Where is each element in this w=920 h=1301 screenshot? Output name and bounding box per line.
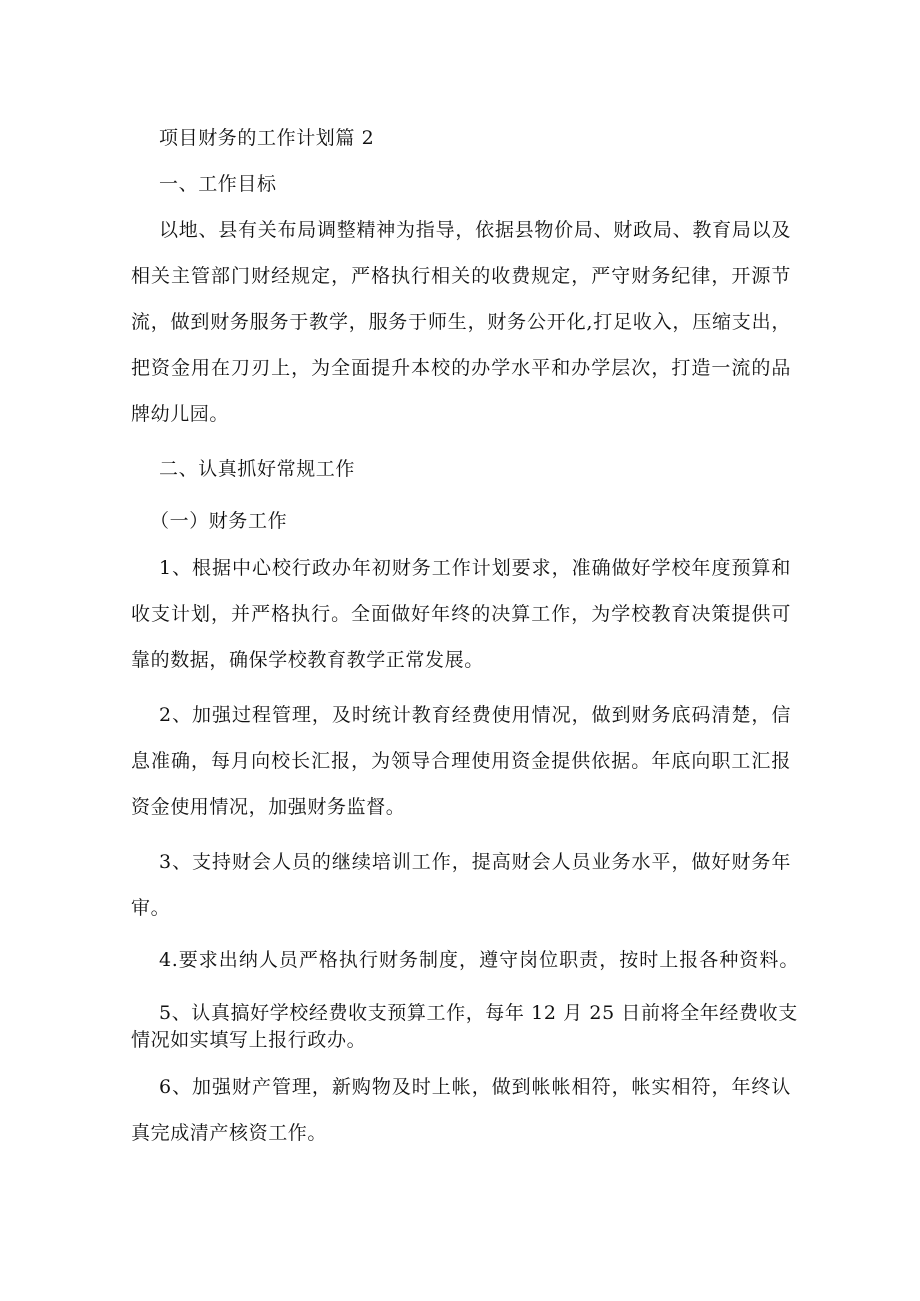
paragraph-line: 以地、县有关布局调整精神为指导，依据县物价局、财政局、教育局以及 bbox=[159, 219, 791, 241]
subsection-heading-finance: （一）财务工作 bbox=[150, 510, 288, 532]
document-title: 项目财务的工作计划篇 2 bbox=[159, 127, 375, 149]
item-5-line: 5、认真搞好学校经费收支预算工作，每年 12 月 25 日前将全年经费收支 bbox=[159, 1002, 798, 1024]
section-heading-routine: 二、认真抓好常规工作 bbox=[159, 458, 356, 480]
item-1-line: 1、根据中心校行政办年初财务工作计划要求，准确做好学校年度预算和 bbox=[159, 557, 791, 579]
paragraph-line: 相关主管部门财经规定，严格执行相关的收费规定，严守财务纪律，开源节 bbox=[131, 265, 791, 287]
item-4-line: 4.要求出纳人员严格执行财务制度，遵守岗位职责，按时上报各种资料。 bbox=[159, 949, 799, 971]
section-heading-goals: 一、工作目标 bbox=[159, 173, 277, 195]
item-2-line: 息准确，每月向校长汇报，为领导合理使用资金提供依据。年底向职工汇报 bbox=[131, 750, 791, 772]
item-6-line: 真完成清产核资工作。 bbox=[131, 1122, 328, 1144]
item-1-line: 收支计划，并严格执行。全面做好年终的决算工作，为学校教育决策提供可 bbox=[131, 603, 791, 625]
item-3-line: 审。 bbox=[131, 897, 171, 919]
paragraph-line: 把资金用在刀刃上，为全面提升本校的办学水平和办学层次，打造一流的品 bbox=[131, 357, 791, 379]
item-1-line: 靠的数据，确保学校教育教学正常发展。 bbox=[131, 649, 484, 671]
item-3-line: 3、支持财会人员的继续培训工作，提高财会人员业务水平，做好财务年 bbox=[159, 851, 791, 873]
item-2-line: 资金使用情况，加强财务监督。 bbox=[131, 796, 406, 818]
paragraph-line: 牌幼儿园。 bbox=[131, 403, 230, 425]
item-6-line: 6、加强财产管理，新购物及时上帐，做到帐帐相符，帐实相符，年终认 bbox=[159, 1076, 791, 1098]
paragraph-line: 流，做到财务服务于教学，服务于师生，财务公开化,打足收入，压缩支出， bbox=[131, 311, 791, 333]
item-5-line: 情况如实填写上报行政办。 bbox=[131, 1029, 367, 1051]
item-2-line: 2、加强过程管理，及时统计教育经费使用情况，做到财务底码清楚，信 bbox=[159, 704, 791, 726]
